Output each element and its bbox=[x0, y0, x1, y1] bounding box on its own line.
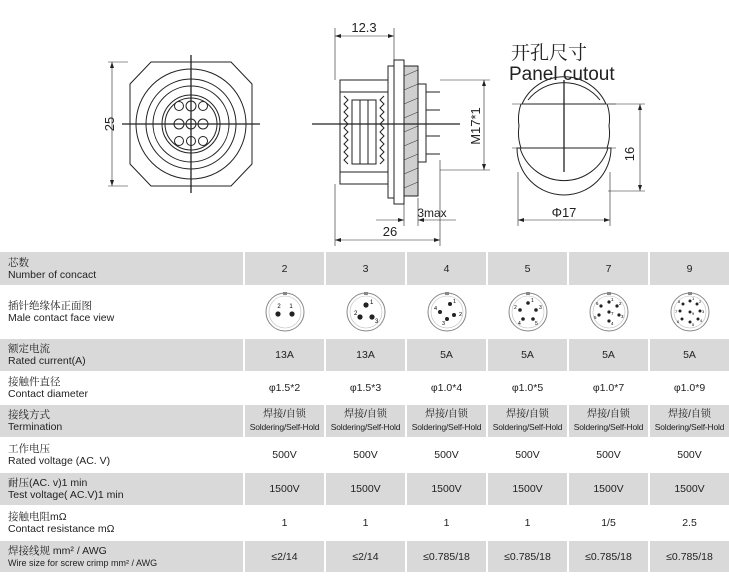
cell-value: 5A bbox=[406, 338, 487, 372]
panel-max-dim: 3max bbox=[417, 206, 447, 220]
technical-drawing bbox=[0, 0, 711, 252]
spec-table bbox=[0, 252, 729, 574]
cutout-height-dim: 16 bbox=[622, 146, 637, 162]
cell-value: 5A bbox=[487, 338, 568, 372]
svg-text:7: 7 bbox=[674, 309, 677, 314]
table-row bbox=[0, 540, 729, 573]
cell-value: φ1.0*9 bbox=[649, 372, 729, 404]
cell-value: φ1.5*2 bbox=[244, 372, 325, 404]
svg-text:7: 7 bbox=[610, 311, 614, 316]
cell-value: 13A bbox=[244, 338, 325, 372]
svg-text:3: 3 bbox=[538, 305, 542, 311]
cell-value: 1500V bbox=[487, 472, 568, 506]
face-view-9pin bbox=[649, 286, 729, 338]
row-label: 额定电流 Rated current(A) bbox=[0, 338, 244, 372]
cell-value: 7 bbox=[568, 252, 649, 286]
svg-text:3: 3 bbox=[441, 321, 445, 327]
cutout-title-en: Panel cutout bbox=[509, 64, 615, 85]
svg-text:2: 2 bbox=[276, 304, 281, 310]
svg-text:1: 1 bbox=[610, 297, 614, 302]
cell-value: 2.5 bbox=[649, 506, 729, 540]
row-label: 接线方式 Termination bbox=[0, 404, 244, 438]
cell-value: 3 bbox=[325, 252, 406, 286]
svg-text:4: 4 bbox=[699, 318, 702, 323]
cell-value: 1500V bbox=[568, 472, 649, 506]
cell-value: 焊接/自锁 Soldering/Self-Hold bbox=[649, 404, 729, 438]
cutout-title-zh: 开孔尺寸 bbox=[511, 43, 588, 64]
cell-value: 500V bbox=[649, 438, 729, 472]
face-view-2pin bbox=[244, 286, 325, 338]
side-total-dim: 26 bbox=[382, 224, 398, 239]
cell-value: 4 bbox=[406, 252, 487, 286]
cell-value: 焊接/自锁 Soldering/Self-Hold bbox=[487, 404, 568, 438]
svg-text:4: 4 bbox=[433, 306, 437, 312]
cell-value: 1/5 bbox=[568, 506, 649, 540]
table-row bbox=[0, 506, 729, 540]
cell-value: ≤0.785/18 bbox=[406, 540, 487, 573]
svg-text:1: 1 bbox=[691, 296, 694, 301]
svg-text:3: 3 bbox=[374, 319, 378, 325]
cell-value: 500V bbox=[568, 438, 649, 472]
cell-value: 9 bbox=[649, 252, 729, 286]
cell-value: 1 bbox=[325, 506, 406, 540]
table-row bbox=[0, 472, 729, 506]
cell-value: 2 bbox=[244, 252, 325, 286]
table-row bbox=[0, 404, 729, 438]
svg-text:4: 4 bbox=[517, 321, 521, 327]
cell-value: 13A bbox=[325, 338, 406, 372]
cell-value: 焊接/自锁 Soldering/Self-Hold bbox=[406, 404, 487, 438]
svg-text:4: 4 bbox=[610, 321, 614, 326]
row-label: 芯数 Number of concact bbox=[0, 252, 244, 286]
table-row bbox=[0, 372, 729, 404]
front-view bbox=[108, 55, 260, 193]
svg-text:1: 1 bbox=[452, 299, 456, 305]
face-view-5pin bbox=[487, 286, 568, 338]
svg-text:2: 2 bbox=[698, 299, 701, 304]
face-view-3pin bbox=[325, 286, 406, 338]
svg-text:8: 8 bbox=[677, 299, 680, 304]
cell-value: ≤0.785/18 bbox=[649, 540, 729, 573]
svg-text:1: 1 bbox=[369, 300, 373, 306]
side-top-dim: 12.3 bbox=[351, 20, 377, 35]
svg-text:2: 2 bbox=[513, 305, 517, 311]
svg-text:9: 9 bbox=[691, 311, 694, 316]
cell-value: φ1.0*5 bbox=[487, 372, 568, 404]
row-label: 插针绝缘体正面图 Male contact face view bbox=[0, 286, 244, 338]
table-row bbox=[0, 338, 729, 372]
table-row bbox=[0, 438, 729, 472]
cell-value: ≤2/14 bbox=[244, 540, 325, 573]
front-width-dim: 25 bbox=[102, 116, 117, 132]
cell-value: 500V bbox=[244, 438, 325, 472]
cell-value: 1500V bbox=[649, 472, 729, 506]
row-label: 焊接线规 mm² / AWG Wire size for screw crimp mm² / AWG bbox=[0, 540, 244, 573]
cell-value: 500V bbox=[325, 438, 406, 472]
cell-value: 焊接/自锁 Soldering/Self-Hold bbox=[244, 404, 325, 438]
cell-value: 焊接/自锁 Soldering/Self-Hold bbox=[568, 404, 649, 438]
row-label: 工作电压 Rated voltage (AC. V) bbox=[0, 438, 244, 472]
cell-value: ≤0.785/18 bbox=[568, 540, 649, 573]
svg-text:1: 1 bbox=[530, 298, 534, 304]
svg-text:2: 2 bbox=[618, 301, 622, 306]
cell-value: 5A bbox=[649, 338, 729, 372]
svg-text:5: 5 bbox=[593, 315, 597, 320]
svg-text:3: 3 bbox=[701, 309, 704, 314]
thread-dim: M17*1 bbox=[468, 107, 483, 145]
cell-value: 1 bbox=[406, 506, 487, 540]
row-label: 接触件直径 Contact diameter bbox=[0, 372, 244, 404]
face-view-4pin bbox=[406, 286, 487, 338]
cell-value: 1500V bbox=[406, 472, 487, 506]
svg-text:2: 2 bbox=[458, 312, 462, 318]
cell-value: 500V bbox=[406, 438, 487, 472]
row-label: 耐压(AC. v)1 min Test voltage( AC.V)1 min bbox=[0, 472, 244, 506]
side-view bbox=[312, 28, 490, 246]
cutout-diameter-dim: Φ17 bbox=[551, 205, 577, 220]
cell-value: φ1.0*7 bbox=[568, 372, 649, 404]
svg-text:5: 5 bbox=[534, 321, 538, 327]
svg-text:1: 1 bbox=[288, 304, 293, 310]
cell-value: 1 bbox=[244, 506, 325, 540]
cell-value: 5 bbox=[487, 252, 568, 286]
cell-value: 5A bbox=[568, 338, 649, 372]
cell-value: ≤2/14 bbox=[325, 540, 406, 573]
cell-value: φ1.5*3 bbox=[325, 372, 406, 404]
svg-text:2: 2 bbox=[353, 311, 357, 317]
cell-value: 1500V bbox=[244, 472, 325, 506]
cell-value: 焊接/自锁 Soldering/Self-Hold bbox=[325, 404, 406, 438]
cell-value: φ1.0*4 bbox=[406, 372, 487, 404]
row-label: 接触电阻mΩ Contact resistance mΩ bbox=[0, 506, 244, 540]
cell-value: 1500V bbox=[325, 472, 406, 506]
svg-text:3: 3 bbox=[620, 314, 624, 319]
table-row bbox=[0, 252, 729, 286]
svg-text:6: 6 bbox=[595, 301, 599, 306]
cell-value: 500V bbox=[487, 438, 568, 472]
face-view-7pin bbox=[568, 286, 649, 338]
cell-value: 1 bbox=[487, 506, 568, 540]
svg-text:5: 5 bbox=[691, 322, 694, 327]
cell-value: ≤0.785/18 bbox=[487, 540, 568, 573]
svg-text:6: 6 bbox=[676, 319, 679, 324]
table-row bbox=[0, 286, 729, 338]
